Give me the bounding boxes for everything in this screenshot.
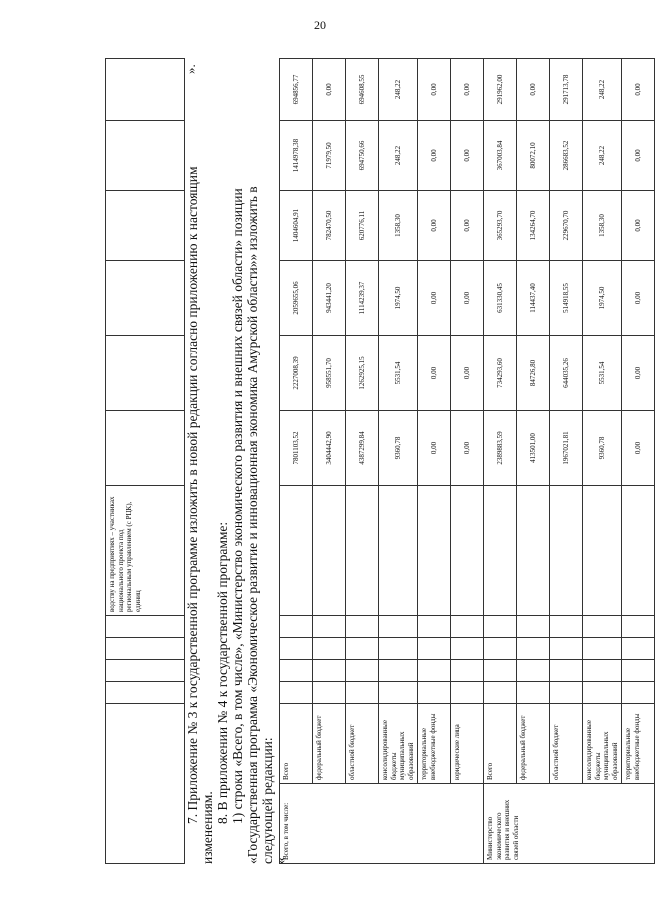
- value-cell: 2389883,59: [484, 411, 517, 486]
- value-cell: 0,00: [418, 261, 451, 336]
- value-cell: 0,00: [418, 59, 451, 121]
- empty-cell: [379, 486, 418, 616]
- empty-cell: [517, 660, 550, 682]
- row-label: юридические лица: [451, 704, 484, 784]
- value-cell: 3404442,90: [313, 411, 346, 486]
- value-cell: 84726,80: [517, 336, 550, 411]
- row-label: Всего: [280, 704, 313, 784]
- empty-cell: [346, 682, 379, 704]
- empty-cell: [280, 486, 313, 616]
- value-cell: 248,22: [583, 121, 622, 191]
- empty-cell: [313, 486, 346, 616]
- value-cell: 631330,45: [484, 261, 517, 336]
- value-cell: 71979,50: [313, 121, 346, 191]
- value-cell: 0,00: [313, 59, 346, 121]
- paragraph-8-1-cont: «Государственная программа «Экономическое развитие и инновационная экономика Амурской области»» изложить в: [245, 186, 260, 864]
- empty-cell: [346, 486, 379, 616]
- top-table: [105, 58, 185, 864]
- empty-cell: [484, 660, 517, 682]
- empty-cell: [379, 616, 418, 638]
- value-cell: 291962,00: [484, 59, 517, 121]
- empty-cell: [313, 616, 346, 638]
- empty-cell: [451, 682, 484, 704]
- row-label: областной бюджет: [346, 704, 379, 784]
- value-cell: 0,00: [451, 59, 484, 121]
- table-row: [313, 59, 346, 864]
- top-table-description: водству на предприятиях – участниках национального проекта под региональным управлением (с РЦК), единиц: [106, 486, 185, 616]
- empty-cell: [484, 616, 517, 638]
- value-cell: 291713,78: [550, 59, 583, 121]
- value-cell: 0,00: [517, 59, 550, 121]
- table-row: [484, 59, 517, 864]
- empty-cell: [484, 682, 517, 704]
- value-cell: 413501,00: [517, 411, 550, 486]
- row-label: федеральный бюджет: [517, 704, 550, 784]
- value-cell: 1114239,37: [346, 261, 379, 336]
- empty-cell: [418, 682, 451, 704]
- table-row: [379, 59, 418, 864]
- value-cell: 7801103,52: [280, 411, 313, 486]
- value-cell: 229670,70: [550, 191, 583, 261]
- funding-table: [279, 58, 655, 864]
- value-cell: 0,00: [622, 59, 655, 121]
- value-cell: 1262925,15: [346, 336, 379, 411]
- row-label: областной бюджет: [550, 704, 583, 784]
- value-cell: 114437,40: [517, 261, 550, 336]
- value-cell: 1414978,38: [280, 121, 313, 191]
- empty-cell: [517, 638, 550, 660]
- empty-cell: [451, 660, 484, 682]
- empty-cell: [583, 616, 622, 638]
- empty-cell: [379, 660, 418, 682]
- empty-cell: [418, 660, 451, 682]
- value-cell: 0,00: [622, 191, 655, 261]
- value-cell: 0,00: [451, 411, 484, 486]
- empty-cell: [517, 682, 550, 704]
- empty-cell: [583, 486, 622, 616]
- table-row: [517, 59, 550, 864]
- empty-cell: [379, 682, 418, 704]
- paragraph-8: 8. В приложении № 4 к государственной программе:: [215, 521, 230, 824]
- row-label: консолидированные бюджеты муниципальных образований: [379, 704, 418, 784]
- empty-cell: [280, 660, 313, 682]
- value-cell: 1404604,91: [280, 191, 313, 261]
- value-cell: 2227008,39: [280, 336, 313, 411]
- value-cell: 782470,50: [313, 191, 346, 261]
- value-cell: 5531,54: [583, 336, 622, 411]
- value-cell: 0,00: [622, 121, 655, 191]
- value-cell: 1974,50: [379, 261, 418, 336]
- table-row: [451, 59, 484, 864]
- empty-cell: [418, 616, 451, 638]
- empty-cell: [313, 682, 346, 704]
- value-cell: 943441,20: [313, 261, 346, 336]
- value-cell: 4387299,84: [346, 411, 379, 486]
- rotated-document: [105, 54, 642, 864]
- value-cell: 80072,10: [517, 121, 550, 191]
- empty-cell: [550, 660, 583, 682]
- empty-cell: [622, 660, 655, 682]
- empty-cell: [451, 486, 484, 616]
- value-cell: 0,00: [622, 261, 655, 336]
- value-cell: 0,00: [418, 336, 451, 411]
- empty-cell: [517, 616, 550, 638]
- page-number: 20: [314, 18, 326, 32]
- paragraph-8-1: 1) строки «Всего, в том числе», «Министерство экономического развития и внешних связей области» позиции: [230, 188, 245, 824]
- value-cell: 248,22: [379, 121, 418, 191]
- value-cell: 5531,54: [379, 336, 418, 411]
- empty-cell: [583, 682, 622, 704]
- value-cell: 1358,30: [583, 191, 622, 261]
- group-label: Всего, в том числе:: [280, 784, 484, 864]
- empty-cell: [346, 638, 379, 660]
- empty-cell: [346, 616, 379, 638]
- paragraph-7: 7. Приложение № 3 к государственной программе изложить в новой редакции согласно приложению к настоящим: [185, 166, 200, 824]
- empty-cell: [583, 638, 622, 660]
- value-cell: 694856,77: [280, 59, 313, 121]
- value-cell: 9360,78: [379, 411, 418, 486]
- value-cell: 9360,78: [583, 411, 622, 486]
- open-quote: «: [273, 857, 288, 864]
- value-cell: 0,00: [418, 411, 451, 486]
- row-label: территориальные внебюджетные фонды: [622, 704, 655, 784]
- value-cell: 365293,70: [484, 191, 517, 261]
- value-cell: 286683,52: [550, 121, 583, 191]
- empty-cell: [346, 660, 379, 682]
- table-row: [418, 59, 451, 864]
- value-cell: 2059655,06: [280, 261, 313, 336]
- value-cell: 958551,70: [313, 336, 346, 411]
- paragraph-7-cont: изменениям.: [200, 791, 215, 864]
- empty-cell: [484, 638, 517, 660]
- empty-cell: [550, 682, 583, 704]
- value-cell: 134264,70: [517, 191, 550, 261]
- row-label: консолидированные бюджеты муниципальных образований: [583, 704, 622, 784]
- table-row: [622, 59, 655, 864]
- value-cell: 0,00: [622, 411, 655, 486]
- value-cell: 1974,50: [583, 261, 622, 336]
- value-cell: 694608,55: [346, 59, 379, 121]
- empty-cell: [622, 616, 655, 638]
- value-cell: 734293,60: [484, 336, 517, 411]
- row-label: федеральный бюджет: [313, 704, 346, 784]
- empty-cell: [517, 486, 550, 616]
- empty-cell: [550, 616, 583, 638]
- paragraph-8-1-end: следующей редакции:: [260, 737, 275, 864]
- empty-cell: [583, 660, 622, 682]
- group-label: Министерство экономического развития и внешних связей области: [484, 784, 655, 864]
- table-row: [550, 59, 583, 864]
- value-cell: 620776,11: [346, 191, 379, 261]
- empty-cell: [418, 638, 451, 660]
- empty-cell: [622, 638, 655, 660]
- table-row: [583, 59, 622, 864]
- empty-cell: [550, 486, 583, 616]
- value-cell: 0,00: [451, 121, 484, 191]
- empty-cell: [451, 616, 484, 638]
- empty-cell: [484, 486, 517, 616]
- empty-cell: [622, 682, 655, 704]
- value-cell: 0,00: [622, 336, 655, 411]
- empty-cell: [622, 486, 655, 616]
- value-cell: 644035,26: [550, 336, 583, 411]
- value-cell: 367003,84: [484, 121, 517, 191]
- empty-cell: [379, 638, 418, 660]
- value-cell: 248,22: [379, 59, 418, 121]
- value-cell: 1967021,81: [550, 411, 583, 486]
- value-cell: 248,22: [583, 59, 622, 121]
- value-cell: 0,00: [451, 191, 484, 261]
- empty-cell: [280, 616, 313, 638]
- closing-quote: ».: [183, 64, 198, 74]
- empty-cell: [313, 660, 346, 682]
- value-cell: 0,00: [451, 336, 484, 411]
- row-label: Всего: [484, 704, 517, 784]
- value-cell: 0,00: [418, 121, 451, 191]
- value-cell: 1358,30: [379, 191, 418, 261]
- table-row: [346, 59, 379, 864]
- value-cell: 0,00: [418, 191, 451, 261]
- empty-cell: [550, 638, 583, 660]
- empty-cell: [280, 682, 313, 704]
- row-label: территориальные внебюджетные фонды: [418, 704, 451, 784]
- empty-cell: [418, 486, 451, 616]
- table-row: [280, 59, 313, 864]
- empty-cell: [280, 638, 313, 660]
- empty-cell: [451, 638, 484, 660]
- value-cell: 694750,66: [346, 121, 379, 191]
- empty-cell: [313, 638, 346, 660]
- value-cell: 0,00: [451, 261, 484, 336]
- value-cell: 514918,55: [550, 261, 583, 336]
